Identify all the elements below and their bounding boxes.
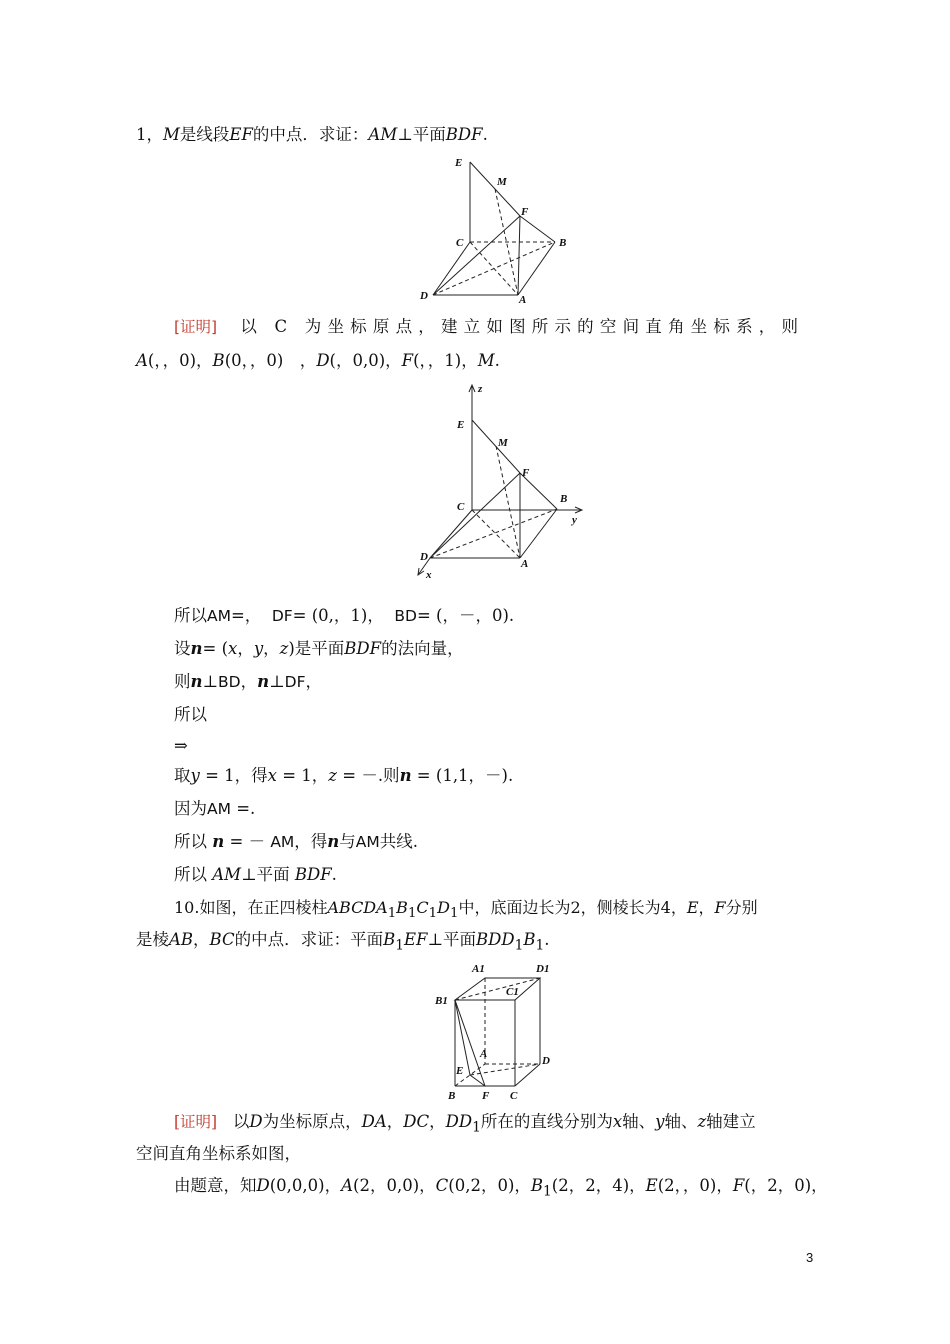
fig3-label-B: B <box>448 1090 456 1102</box>
fig1-label-F: F <box>521 206 529 218</box>
fig1-label-C: C <box>456 237 464 249</box>
fig1-label-A: A <box>519 294 527 305</box>
problem10-statement-line1: 10.如图，在正四棱柱$ABCDA_1B_1C_1D_1$中，底面边长为2，侧棱长为4，E，F分别 <box>174 898 758 922</box>
fig2-label-B: B <box>560 493 568 505</box>
proof-step-8: 所以 n = － AM，得n与AM共线. <box>174 832 419 851</box>
fig1-label-B: B <box>559 237 567 249</box>
fig2-label-z: z <box>478 383 483 395</box>
fig2-label-C: C <box>457 501 465 513</box>
problem9-coordinates: A(，，0)，B(0，，0) ，D(，0,0)，F(，，1)，M. <box>136 351 500 370</box>
fig3-label-F: F <box>482 1090 490 1102</box>
fig3-label-B1: B1 <box>435 995 448 1007</box>
fig2-label-D: D <box>420 551 428 563</box>
fig3-label-C: C <box>510 1090 518 1102</box>
problem10-statement-line2: 是棱AB，BC的中点．求证：平面$B_1EF\perp$平面$BDD_1B_1$. <box>136 930 550 954</box>
fig1-label-D: D <box>420 290 428 302</box>
fig2-label-F: F <box>522 467 530 479</box>
problem9-proof-line1: [证明] 以 C 为坐标原点，建立如图所示的空间直角坐标系，则 <box>174 317 805 336</box>
problem10-proof-line2: 空间直角坐标系如图， <box>136 1144 301 1163</box>
fig1-label-M: M <box>497 176 507 188</box>
proof-step-4: 所以 <box>174 705 207 724</box>
proof-tag-2: [证明] <box>174 1113 218 1131</box>
figure-pyramid-axes <box>410 380 595 585</box>
figure-prism <box>430 958 560 1103</box>
proof-step-6: 取y = 1，得x = 1，z = －.则n = (1,1，－). <box>174 766 514 785</box>
problem9-statement: 1，M是线段EF的中点．求证：AM⊥平面BDF. <box>136 125 488 144</box>
fig3-label-D1: D1 <box>536 963 550 975</box>
fig2-label-x: x <box>426 569 432 581</box>
fig3-label-E: E <box>456 1065 464 1077</box>
fig2-label-E: E <box>457 419 465 431</box>
fig1-label-E: E <box>455 157 463 169</box>
fig2-label-M: M <box>498 437 508 449</box>
fig3-label-A: A <box>480 1048 488 1060</box>
problem10-proof-line1: [证明] 以D为坐标原点，DA，DC，$DD_1$所在的直线分别为x轴、y轴、z轴建立 <box>174 1112 756 1136</box>
proof-step-9: 所以 AM⊥平面 BDF. <box>174 865 337 884</box>
page-number: 3 <box>806 1250 814 1265</box>
fig3-label-D: D <box>542 1055 550 1067</box>
fig2-label-A: A <box>521 558 529 570</box>
problem10-proof-line3: 由题意，知D(0,0,0)，A(2，0,0)，C(0,2，0)，$B_1(2$，2，4)，E(2，，0)，F(，2，0)， <box>174 1176 828 1200</box>
proof-step-2: 设n= (x，y，z)是平面BDF的法向量， <box>174 639 464 658</box>
fig3-label-C1: C1 <box>506 986 519 998</box>
fig3-label-A1: A1 <box>472 963 485 975</box>
proof-step-7: 因为AM =. <box>174 799 256 818</box>
fig2-label-y: y <box>572 514 577 526</box>
proof-step-5: ⇒ <box>174 736 188 755</box>
proof-tag: [证明] <box>174 318 218 336</box>
proof-step-1: 所以AM=， DF= (0,，1)， BD= (，－，0). <box>174 606 515 625</box>
figure-pyramid-1 <box>415 150 585 305</box>
proof-step-3: 则n⊥BD，n⊥DF， <box>174 672 322 691</box>
